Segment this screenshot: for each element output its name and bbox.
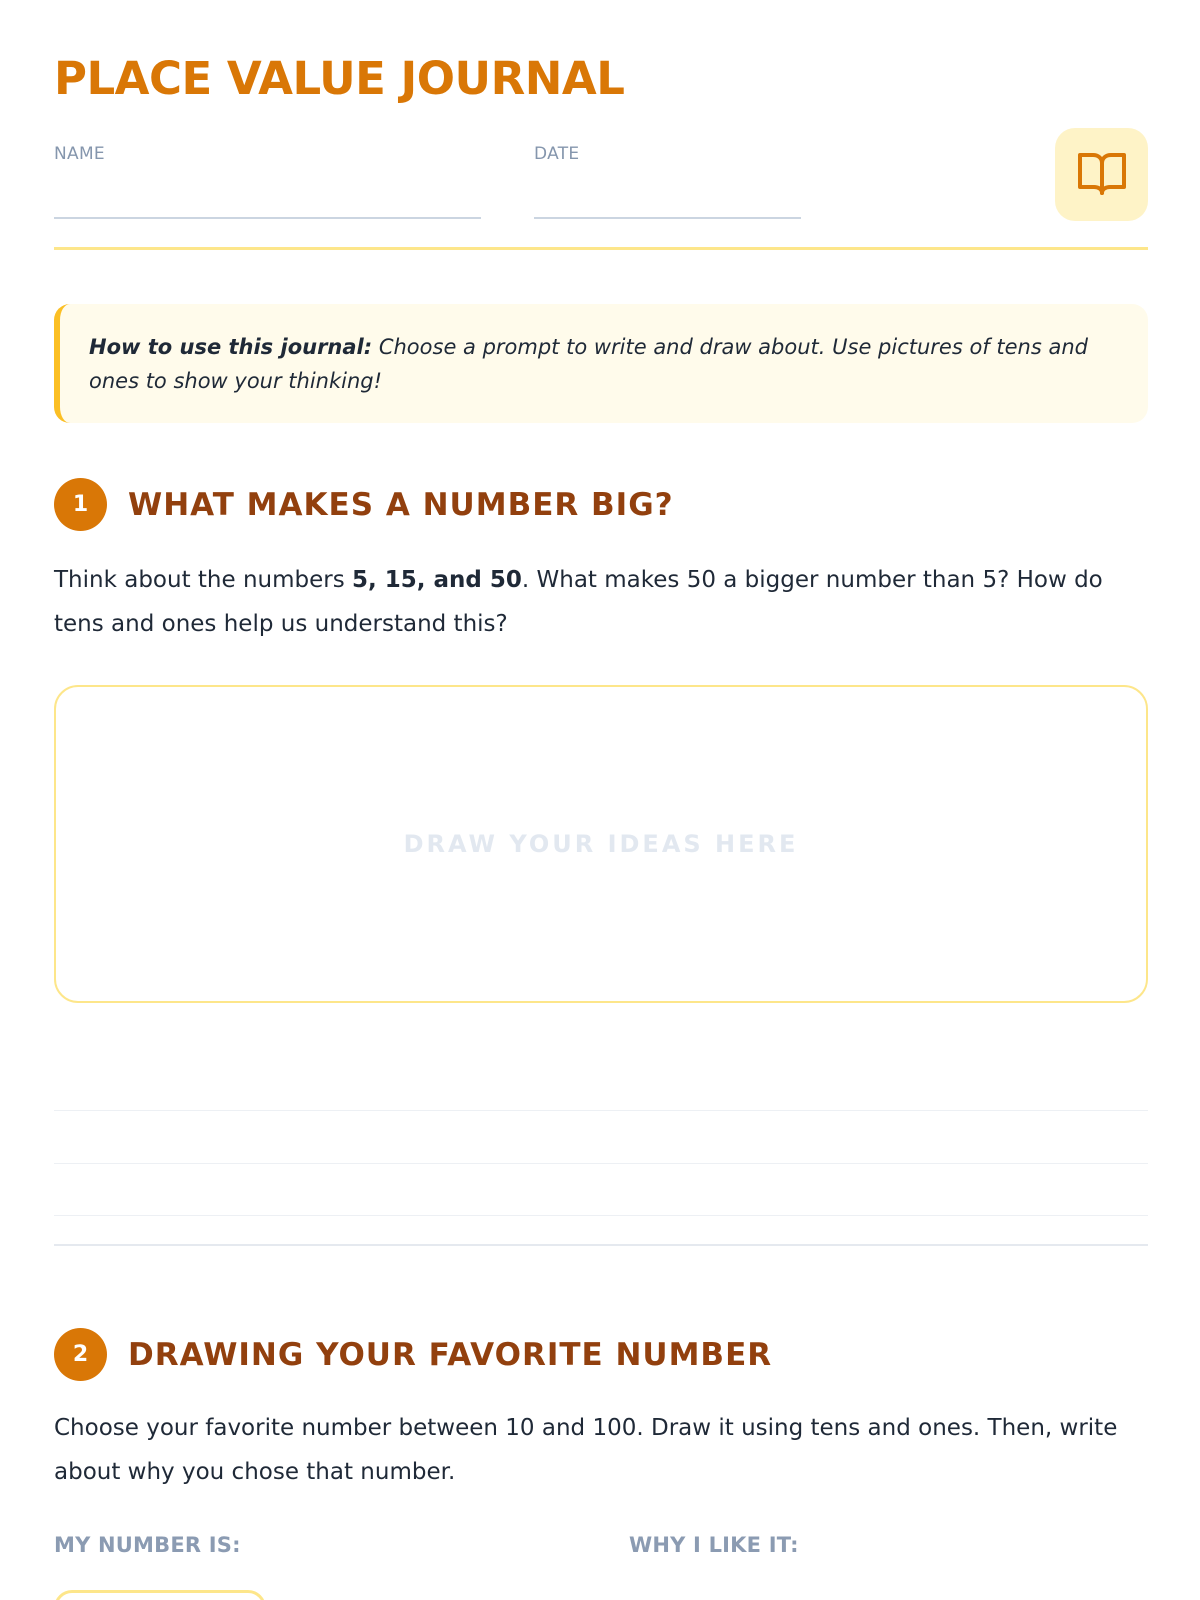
open-book-icon bbox=[1075, 148, 1129, 202]
section-2-header bbox=[54, 1328, 772, 1381]
writing-line[interactable] bbox=[54, 1215, 1148, 1216]
date-label: DATE bbox=[534, 144, 580, 164]
page-title: PLACE VALUE JOURNAL bbox=[54, 52, 625, 105]
drawing-hint: DRAW YOUR IDEAS HERE bbox=[403, 830, 799, 858]
header-divider bbox=[54, 247, 1148, 250]
name-field[interactable] bbox=[54, 217, 481, 219]
instructions-callout bbox=[54, 304, 1148, 423]
prompt-text: Think about the numbers bbox=[54, 567, 353, 593]
section-title: DRAWING YOUR FAVORITE NUMBER bbox=[128, 1336, 773, 1373]
my-number-label: MY NUMBER IS: bbox=[54, 1533, 241, 1557]
section-title: WHAT MAKES A NUMBER BIG? bbox=[128, 486, 674, 523]
prompt-emphasis: 5, 15, and 50 bbox=[352, 567, 522, 593]
name-label: NAME bbox=[54, 144, 105, 164]
date-field[interactable] bbox=[534, 217, 801, 219]
section-1-prompt bbox=[54, 558, 1148, 646]
drawing-area[interactable] bbox=[54, 685, 1148, 1003]
callout-lead: How to use this journal: bbox=[89, 335, 373, 359]
why-label: WHY I LIKE IT: bbox=[629, 1533, 799, 1557]
callout-text: Choose a prompt to write and draw about. Use pictures of tens and ones to show your thinking! bbox=[89, 335, 1088, 393]
section-number-badge: 2 bbox=[54, 1328, 107, 1381]
section-1-header bbox=[54, 478, 674, 531]
section-number-badge: 1 bbox=[54, 478, 107, 531]
section-divider bbox=[54, 1244, 1148, 1246]
my-number-field[interactable] bbox=[54, 1590, 266, 1600]
book-badge bbox=[1055, 128, 1148, 221]
section-2-prompt: Choose your favorite number between 10 and 100. Draw it using tens and ones. Then, write about why you chose that number. bbox=[54, 1415, 1118, 1485]
writing-line[interactable] bbox=[54, 1163, 1148, 1164]
prompt-text: . What makes 50 a bigger number than 5? How do tens and ones help us understand this? bbox=[54, 567, 1103, 637]
writing-line[interactable] bbox=[54, 1110, 1148, 1111]
